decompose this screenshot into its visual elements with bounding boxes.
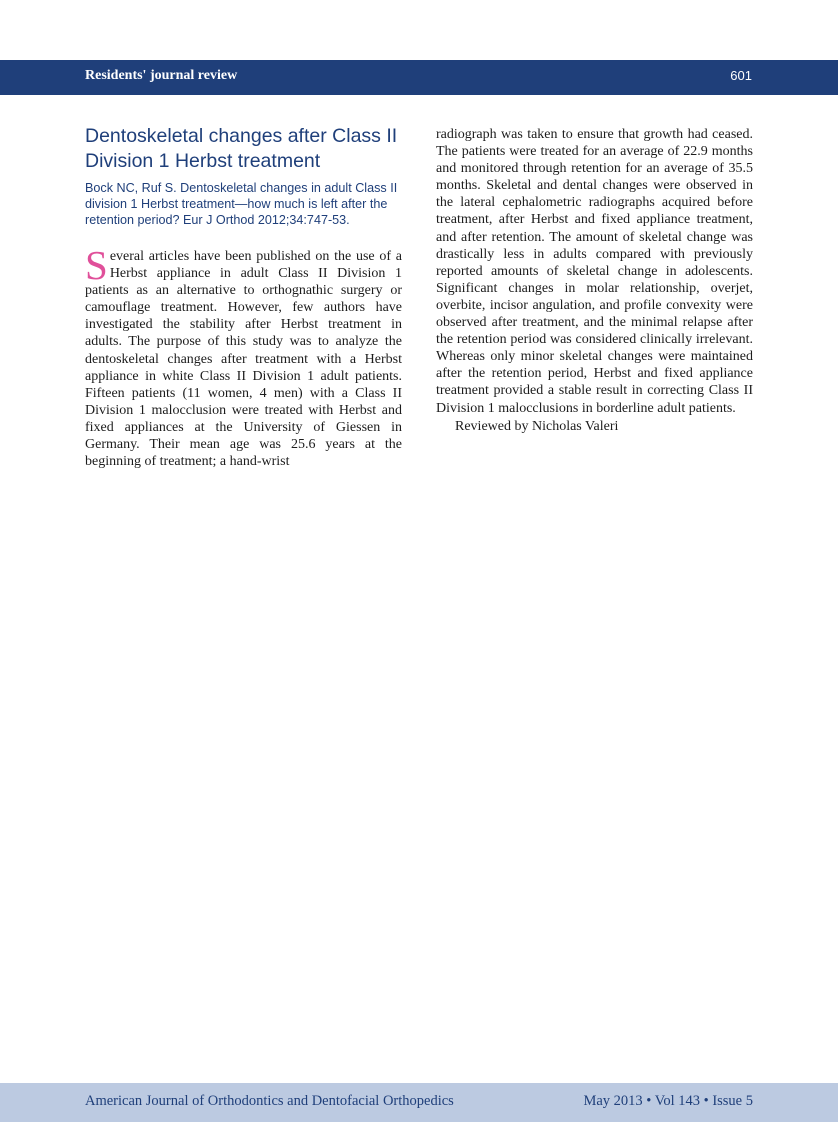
page-number: 601 [730, 68, 752, 83]
right-column [436, 126, 753, 435]
issue-info: May 2013 • Vol 143 • Issue 5 [583, 1093, 753, 1109]
body-text-right: radiograph was taken to ensure that growth had ceased. The patients were treated for an average of 22.9 months and monitored through retention for an average of 35.5 months. Skeletal and dental changes were observed in the lateral cephalometric radiographs acquired before treatment, after Herbst and fixed appliance treatment, and after retention. The amount of skeletal change was drastically less in adults compared with previously reported amounts of skeletal change in adolescents. Significant changes in molar relationship, overjet, overbite, incisor angulation, and profile convexity were observed after treatment, and the minimal relapse after the retention period was considered clinically irrelevant. Whereas only minor skeletal changes were maintained after the retention period, Herbst and fixed appliance treatment provided a stable result in correcting Class II Division 1 malocclusions in borderline adult patients. [436, 127, 753, 416]
header-band [0, 60, 838, 95]
footer-band [0, 1083, 838, 1122]
reviewer-credit: Reviewed by Nicholas Valeri [455, 418, 619, 434]
section-title: Residents' journal review [85, 68, 238, 83]
article-citation: Bock NC, Ruf S. Dentoskeletal changes in adult Class II division 1 Herbst treatment—how much is left after the retention period? Eur J Orthod 2012;34:747-53. [85, 181, 398, 227]
drop-cap: S [85, 242, 108, 288]
article-title: Dentoskeletal changes after Class II Division 1 Herbst treatment [85, 125, 398, 172]
left-column [85, 124, 402, 470]
body-text-left [85, 242, 402, 470]
body-text-left-content: everal articles have been published on the use of a Herbst appliance in adult Class II Division 1 patients as an alternative to orthognathic surgery or camouflage treatment. However, few authors have investigated the stability after Herbst treatment in adults. The purpose of this study was to analyze the dentoskeletal changes after treatment with a Herbst appliance in white Class II Division 1 adult patients. Fifteen patients (11 women, 4 men) with a Class II Division 1 malocclusion were treated with Herbst and fixed appliances at the University of Giessen in Germany. Their mean age was 25.6 years at the beginning of treatment; a hand-wrist [85, 249, 402, 470]
journal-name: American Journal of Orthodontics and Dentofacial Orthopedics [85, 1093, 454, 1109]
